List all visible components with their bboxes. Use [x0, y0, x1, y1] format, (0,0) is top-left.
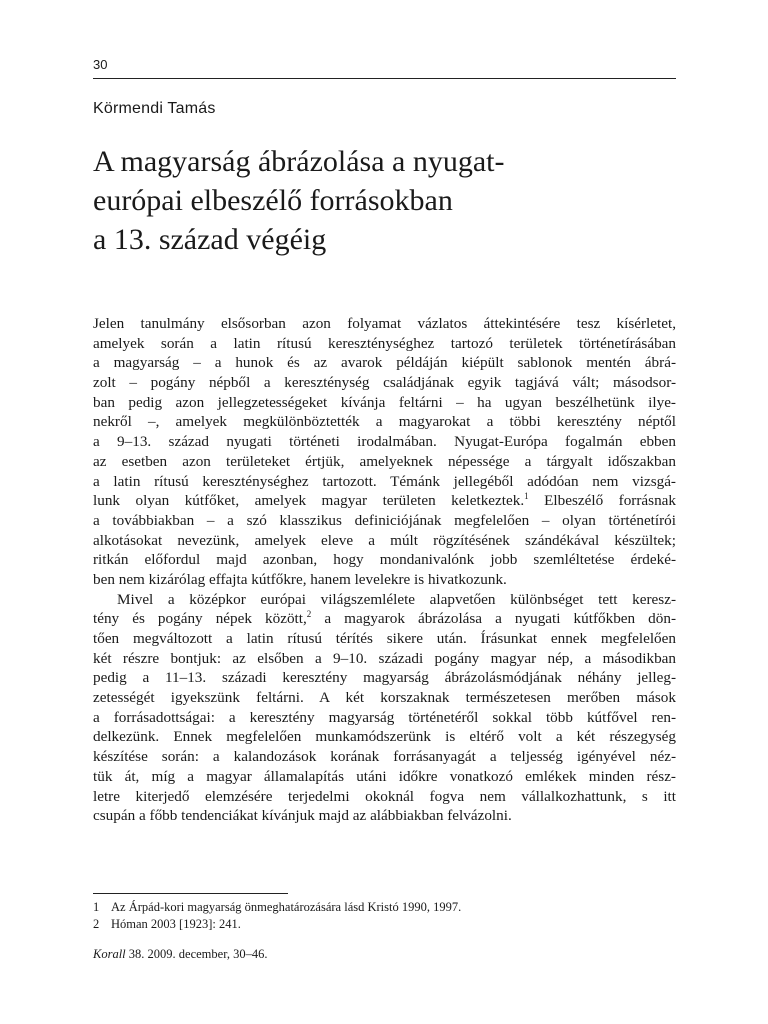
- body-line: készítése során: a kalandozások korának forrásanyagát a teljesség igényével néz-: [93, 748, 676, 766]
- body-line: nekről –, amelyek megkülönböztették a magyarokat a többi keresztény néptől: [93, 413, 676, 431]
- article-title: [93, 142, 683, 259]
- footnote-number: 2: [93, 916, 100, 931]
- body-line: ben nem kizárólag effajta kútfőkre, hanem levelekre is hivatkozunk.: [93, 570, 507, 588]
- body-line: Mivel a középkor európai világszemlélete alapvetően különbséget tett keresz-: [117, 590, 676, 608]
- body-line: a továbbiakban – a szó klasszikus definiciójának megfelelően – olyan történetírói: [93, 511, 676, 529]
- body-line: alkotásokat nevezünk, amelyek eleve a múlt rögzítésének szándékával készültek;: [93, 531, 676, 549]
- body-line: a latin rítusú kereszténységhez tartozott. Témánk jellegéből adódóan nem vizsgá-: [93, 472, 676, 490]
- footnote-ref-2[interactable]: 2: [306, 609, 312, 620]
- footnote-1: [93, 899, 461, 916]
- title-line: a 13. század végéig: [93, 223, 327, 256]
- body-line: tően megváltozott a latin rítusú térítés sikere után. Írásunkat ennek megfelelően: [93, 630, 676, 647]
- footnote-number: 1: [93, 900, 100, 914]
- body-line: ritkán előfordul majd azonban, hogy mondanivalónk jobb szemléltetése érdeké-: [93, 551, 676, 569]
- body-line: zetességét igyekszünk feltárni. A két korszaknak természetesen merőben mások: [93, 689, 676, 707]
- journal-details: 38. 2009. december, 30–46.: [125, 947, 268, 961]
- page-number: 30: [93, 57, 108, 72]
- body-line-text: tény és pogány népek között,: [93, 610, 307, 628]
- body-line: a 9–13. század nyugati történeti irodalmában. Nyugat-Európa fogalmán ebben: [93, 433, 676, 451]
- header-rule: [93, 78, 676, 79]
- body-line-tail: a magyarok ábrázolása a nyugati kútfőkben dön-: [324, 610, 677, 628]
- body-line: pedig a 11–13. századi keresztény magyarság ábrázolásmódjának néhány jelleg-: [93, 669, 676, 687]
- body-line: amelyek során a latin rítusú kereszténységhez tartozó területek történetírásában: [93, 334, 676, 352]
- body-line-with-footnote: [93, 491, 676, 511]
- footnote-rule: [93, 893, 288, 894]
- body-line: két részre bontjuk: az elsőben a 9–10. századi pogány magyar nép, a másodikban: [93, 649, 676, 667]
- body-line: letre kiterjedő elemzésére terjedelmi okoknál fogva nem vállalkozhattunk, s itt: [93, 787, 676, 805]
- body-line: zolt – pogány népből a kereszténység családjának egyik tagjává vált; másodsor-: [93, 374, 676, 392]
- body-line: az esetben azon területeket értjük, amelyeknek népessége a tárgyalt időszakban: [93, 452, 676, 470]
- title-line: európai elbeszélő forrásokban: [93, 184, 453, 217]
- footnote-text: Hóman 2003 [1923]: 241.: [111, 916, 241, 931]
- body-line: a magyarság – a hunok és az avarok példáján kiépült sablonok mentén ábrá-: [93, 354, 676, 372]
- footnote-text: Az Árpád-kori magyarság önmeghatározására lásd Kristó 1990, 1997.: [111, 900, 462, 914]
- body-line-tail: Elbeszélő forrásnak: [544, 492, 676, 510]
- title-line: A magyarság ábrázolása a nyugat-: [93, 145, 505, 178]
- body-line: delkezünk. Ennek megfelelően munkamódszerünk is eltérő volt a két részegység: [93, 728, 676, 746]
- author-name: Körmendi Tamás: [93, 100, 216, 117]
- journal-reference: [93, 947, 267, 962]
- body-line: Jelen tanulmány elsősorban azon folyamat vázlatos áttekintésére tesz kísérletet,: [93, 315, 676, 332]
- body-line-text: lunk olyan kútfőket, amelyek magyar területen keletkeztek.: [93, 492, 525, 510]
- body-line-with-footnote: [93, 609, 676, 629]
- footnotes: [93, 899, 461, 932]
- body-line: tük át, míg a magyar államalapítás utáni időkre vonatkozó emlékek minden rész-: [93, 767, 676, 785]
- body-line: a forrásadottságai: a keresztény magyarság történetéről sokkal több kútfővel ren-: [93, 708, 676, 726]
- footnote-2: [93, 916, 461, 933]
- body-line: ban pedig azon jellegzetességeket kívánja feltárni – ha ugyan beszélhetünk ilye-: [93, 393, 676, 411]
- body-text: [93, 314, 676, 826]
- footnote-ref-1[interactable]: 1: [524, 491, 529, 502]
- body-line: csupán a főbb tendenciákat kívánjuk majd az alábbiakban felvázolni.: [93, 807, 512, 825]
- journal-name: Korall: [93, 947, 126, 961]
